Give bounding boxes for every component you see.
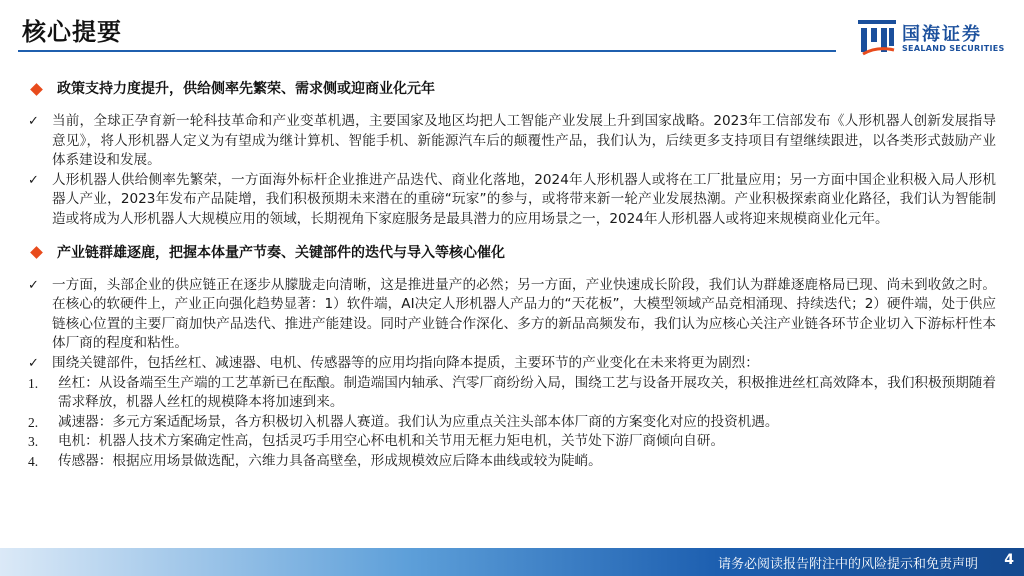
numbered-item xyxy=(28,452,996,472)
numbered-item-text: 电机：机器人技术方案确定性高，包括灵巧手用空心杯电机和关节用无框力矩电机，关节处下游厂商倾向自研。 xyxy=(58,433,725,450)
item-number: 3. xyxy=(28,434,39,450)
bullet-list xyxy=(28,112,996,230)
list-item-text: 人形机器人供给侧率先繁荣，一方面海外标杆企业推进产品迭代、商业化落地，2024年人形机器人或将在工厂批量应用；另一方面中国企业积极入局人形机器人产业，2023年发布产品陡增，我们积极预期未来潜在的重磅“玩家”的参与，或将带来新一轮产业发展热潮。产业积极探索商业化路径，我们认为智能制造或将成为人形机器人大规模应用的领域，长期视角下家庭服务是最具潜力的应用场景之一，2024年人形机器人或将迎来规模商业化元年。 xyxy=(52,171,996,227)
list-item xyxy=(28,276,996,354)
section-heading-text: 政策支持力度提升，供给侧率先繁荣、需求侧或迎商业化元年 xyxy=(57,81,435,97)
item-number: 1. xyxy=(28,375,39,391)
numbered-item xyxy=(28,374,996,413)
checkmark-icon: ✓ xyxy=(28,277,39,293)
section-heading xyxy=(28,242,996,264)
item-number: 4. xyxy=(28,453,39,469)
page-number: 4 xyxy=(1004,552,1014,568)
title-divider xyxy=(18,50,836,52)
section-heading-text: 产业链群雄逐鹿，把握本体量产节奏、关键部件的迭代与导入等核心催化 xyxy=(57,244,505,261)
diamond-bullet-icon xyxy=(30,246,43,259)
footer-bar xyxy=(0,548,1024,576)
checkmark-icon: ✓ xyxy=(28,114,39,129)
list-item-text: 当前，全球正孕育新一轮科技革命和产业变革机遇，主要国家及地区均把人工智能产业发展上升到国家战略。2023年工信部发布《人形机器人创新发展指导意见》，将人形机器人定义为有望成为继计算机、智能手机、新能源汽车后的颠覆性产品，我们认为，后续更多支持项目有望继续跟进，以各类形式鼓励产业体系建设和发展。 xyxy=(52,113,996,169)
checkmark-icon: ✓ xyxy=(28,172,39,188)
company-logo xyxy=(858,18,1008,58)
numbered-item-text: 传感器：根据应用场景做选配，六维力具备高壁垒，形成规模效应后降本曲线或较为陡峭。 xyxy=(58,452,602,469)
list-item xyxy=(28,171,996,230)
page-title: 核心提要 xyxy=(22,18,122,46)
checkmark-icon: ✓ xyxy=(28,355,39,371)
sealand-logo-icon xyxy=(858,18,896,56)
numbered-item-text: 减速器：多元方案适配场景，各方积极切入机器人赛道。我们认为应重点关注头部本体厂商的方案变化对应的投资机遇。 xyxy=(58,413,779,430)
numbered-item xyxy=(28,413,996,433)
diamond-bullet-icon xyxy=(30,83,43,96)
list-item xyxy=(28,112,996,171)
bullet-list xyxy=(28,276,996,472)
list-item xyxy=(28,354,996,374)
numbered-item-text: 丝杠：从设备端至生产端的工艺革新已在酝酿。制造端国内轴承、汽零厂商纷纷入局，围绕工艺与设备开展攻关，积极推进丝杠高效降本，我们积极预期随着需求释放，机器人丝杠的规模降本将加速到来。 xyxy=(58,374,996,411)
section-heading xyxy=(28,78,996,100)
disclaimer-text: 请务必阅读报告附注中的风险提示和免责声明 xyxy=(717,557,978,572)
item-number: 2. xyxy=(28,414,39,430)
main-content xyxy=(28,78,996,472)
list-item-text: 一方面，头部企业的供应链正在逐步从朦胧走向清晰，这是推进量产的必然；另一方面，产业快速成长阶段，我们认为群雄逐鹿格局已现、尚未到收敛之时。在核心的软硬件上，产业正向强化趋势显著：1）软件端，AI决定人形机器人产品力的“天花板”，大模型领域产品竞相涌现、持续迭代；2）硬件端，处于供应链核心位置的主要厂商加快产品迭代、推进产能建设。同时产业链合作深化、多方的新品高频发布，我们认为应核心关注产业链各环节企业切入下游标杆性本体厂商的程度和粘性。 xyxy=(52,276,996,352)
list-item-text: 围绕关键部件，包括丝杠、减速器、电机、传感器等的应用均指向降本提质，主要环节的产业变化在未来将更为剧烈： xyxy=(52,354,759,371)
logo-english-name: SEALAND SECURITIES xyxy=(902,44,1005,53)
numbered-item xyxy=(28,432,996,452)
logo-chinese-name: 国海证券 xyxy=(902,24,982,45)
